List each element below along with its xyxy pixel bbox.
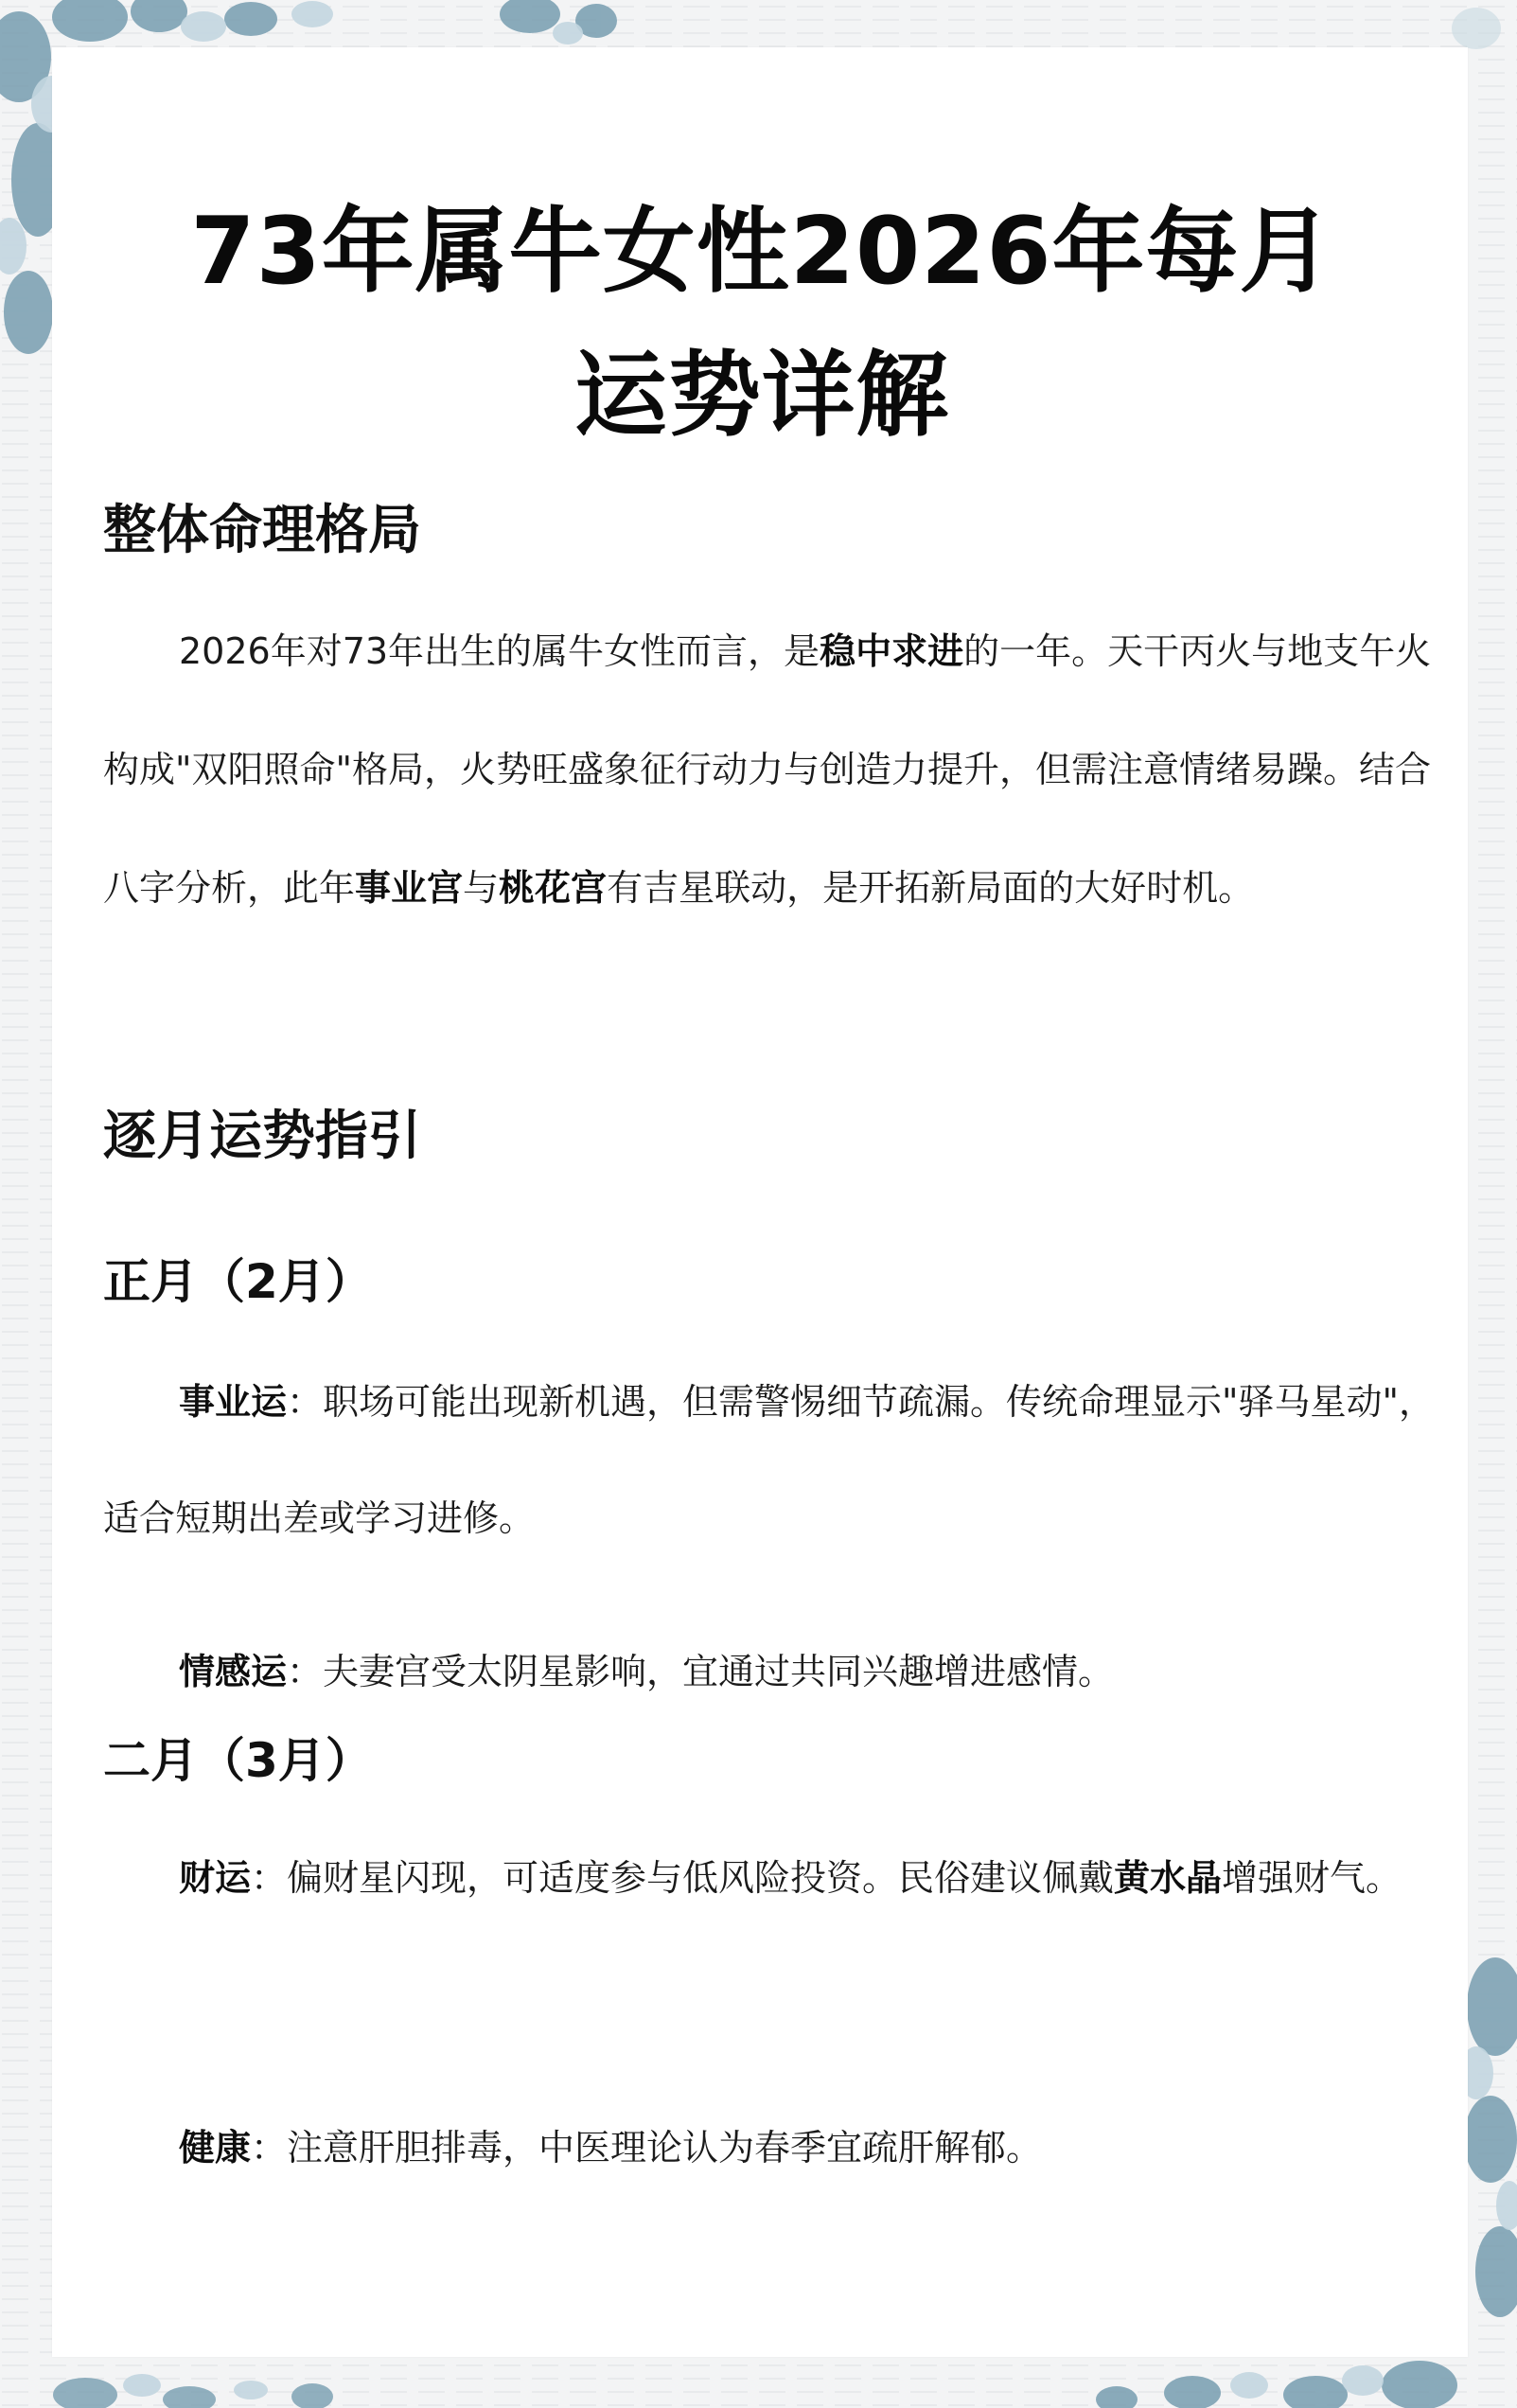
overall-paragraph bbox=[103, 593, 1456, 947]
highlight-citrine: 黄水晶 bbox=[1114, 1857, 1223, 1899]
career-text: ：职场可能出现新机遇，但需警惕细节疏漏。传统命理显示"驿马星动"，适合短期出差或学习进修。 bbox=[103, 1381, 1435, 1539]
label-career: 事业运 bbox=[179, 1381, 288, 1423]
overall-text-1: 2026年对73年出生的属牛女性而言，是 bbox=[179, 630, 820, 672]
month-2-health bbox=[103, 2090, 1456, 2206]
overall-text-4: 有吉星联动，是开拓新局面的大好时机。 bbox=[607, 867, 1255, 909]
wealth-text-after: 增强财气。 bbox=[1222, 1857, 1402, 1899]
health-text: ：注意肝胆排毒，中医理论认为春季宜疏肝解郁。 bbox=[251, 2127, 1043, 2169]
label-health: 健康 bbox=[179, 2127, 252, 2169]
month-2-wealth bbox=[103, 1820, 1456, 1937]
highlight-romance-palace: 桃花宫 bbox=[499, 867, 608, 909]
section-heading-overall: 整体命理格局 bbox=[103, 500, 421, 561]
highlight-steady-progress: 稳中求进 bbox=[820, 630, 964, 672]
wealth-text: ：偏财星闪现，可适度参与低风险投资。民俗建议佩戴 bbox=[251, 1857, 1115, 1899]
label-wealth: 财运 bbox=[179, 1857, 252, 1899]
section-heading-monthly: 逐月运势指引 bbox=[103, 1106, 421, 1167]
month-1-emotion bbox=[103, 1614, 1456, 1730]
emotion-text: ：夫妻宫受太阴星影响，宜通过共同兴趣增进感情。 bbox=[287, 1651, 1115, 1692]
highlight-career-palace: 事业宫 bbox=[355, 867, 464, 909]
month-heading-1: 正月（2月） bbox=[103, 1254, 373, 1309]
overall-text-2: 的一年。天干丙火与地支午火构成"双阳照命"格局，火势旺盛象征行动力与创造力提升，但需注意情绪易躁。结合八字分析，此年 bbox=[103, 630, 1432, 909]
label-emotion: 情感运 bbox=[179, 1651, 288, 1692]
month-heading-2: 二月（3月） bbox=[103, 1733, 373, 1788]
month-1-career bbox=[103, 1344, 1456, 1577]
overall-text-3: 与 bbox=[463, 867, 500, 909]
content-card bbox=[52, 47, 1468, 2357]
page-title: 73年属牛女性2026年每月运势详解 bbox=[190, 198, 1333, 450]
